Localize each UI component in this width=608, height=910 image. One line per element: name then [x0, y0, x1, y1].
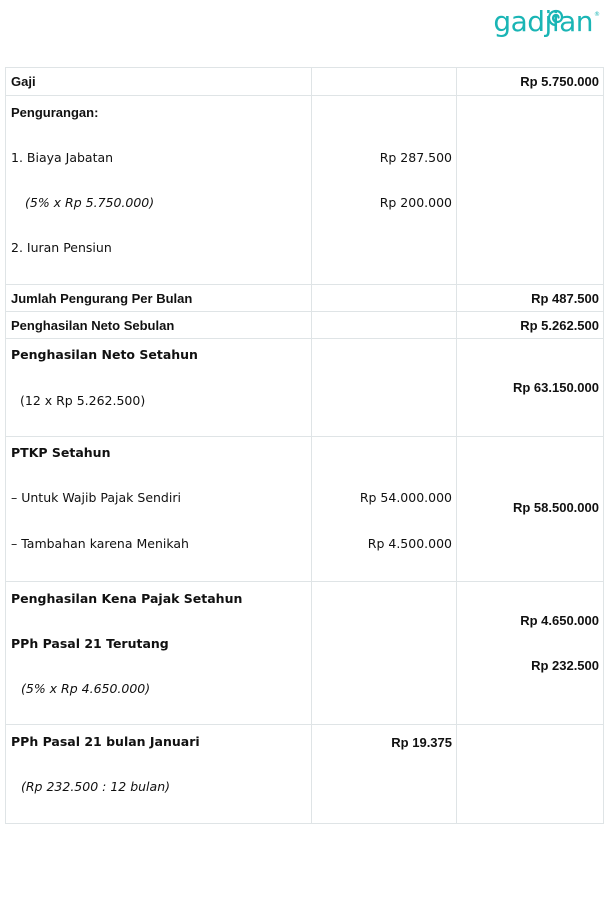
label-cell: [6, 339, 312, 437]
neto-setahun-label: Penghasilan Neto Setahun: [11, 347, 198, 362]
total-cell: [457, 96, 604, 285]
pkp-total: Rp 4.650.000: [520, 613, 599, 628]
pph-januari-amount: Rp 19.375: [391, 735, 452, 750]
table-row-ptkp: [6, 437, 604, 582]
biaya-jabatan-note-amount: Rp 200.000: [379, 195, 452, 210]
total-cell: [457, 437, 604, 582]
logo-registered-mark: ®: [594, 11, 600, 18]
table-row-pkp: [6, 582, 604, 725]
total-cell: [457, 312, 604, 339]
total-cell: [457, 725, 604, 824]
ptkp-menikah-label: – Tambahan karena Menikah: [11, 536, 189, 551]
biaya-jabatan-label: 1. Biaya Jabatan: [11, 150, 114, 165]
total-cell: [457, 582, 604, 725]
pengurangan-label: Pengurangan:: [11, 105, 99, 120]
amount-cell: [312, 68, 457, 96]
label-cell: [6, 312, 312, 339]
amount-cell: [312, 96, 457, 285]
table-row-neto-setahun: [6, 339, 604, 437]
gadjian-logo: [493, 5, 600, 38]
table-row-gaji: [6, 68, 604, 96]
total-cell: [457, 339, 604, 437]
total-cell: [457, 285, 604, 312]
label-cell: [6, 96, 312, 285]
neto-setahun-note: (12 x Rp 5.262.500): [20, 393, 146, 408]
biaya-jabatan-amount: Rp 287.500: [379, 150, 452, 165]
pph-terutang-note: (5% x Rp 4.650.000): [21, 681, 151, 696]
neto-sebulan-total: Rp 5.262.500: [520, 318, 599, 333]
total-cell: [457, 68, 604, 96]
pph-terutang-label: PPh Pasal 21 Terutang: [11, 636, 169, 651]
pph-januari-label: PPh Pasal 21 bulan Januari: [11, 734, 200, 749]
ptkp-sendiri-label: – Untuk Wajib Pajak Sendiri: [11, 490, 181, 505]
amount-cell: [312, 312, 457, 339]
ptkp-label: PTKP Setahun: [11, 445, 111, 460]
table-row-januari: [6, 725, 604, 824]
amount-cell: [312, 725, 457, 824]
gaji-total: Rp 5.750.000: [520, 74, 599, 89]
table-row-jumlah-pengurang: [6, 285, 604, 312]
logo-swirl-icon: [546, 8, 566, 28]
label-cell: [6, 68, 312, 96]
ptkp-menikah-amount: Rp 4.500.000: [367, 536, 452, 551]
gaji-label: Gaji: [11, 74, 36, 89]
pph-januari-note: (Rp 232.500 : 12 bulan): [21, 779, 170, 794]
label-cell: [6, 437, 312, 582]
neto-setahun-total: Rp 63.150.000: [512, 380, 599, 395]
amount-cell: [312, 339, 457, 437]
ptkp-total: Rp 58.500.000: [512, 500, 599, 515]
amount-cell: [312, 582, 457, 725]
jumlah-pengurang-total: Rp 487.500: [531, 291, 599, 306]
label-cell: [6, 725, 312, 824]
pph-terutang-total: Rp 232.500: [531, 658, 599, 673]
pkp-label: Penghasilan Kena Pajak Setahun: [11, 591, 243, 606]
logo-wordmark: gadjian: [493, 5, 593, 38]
table-row-pengurangan: [6, 96, 604, 285]
jumlah-pengurang-label: Jumlah Pengurang Per Bulan: [11, 291, 193, 306]
ptkp-sendiri-amount: Rp 54.000.000: [359, 490, 452, 505]
label-cell: [6, 582, 312, 725]
pph21-calculation-table: [5, 67, 604, 824]
amount-cell: [312, 285, 457, 312]
iuran-pensiun-label: 2. Iuran Pensiun: [11, 240, 112, 255]
label-cell: [6, 285, 312, 312]
biaya-jabatan-note: (5% x Rp 5.750.000): [25, 195, 155, 210]
table-row-neto-sebulan: [6, 312, 604, 339]
neto-sebulan-label: Penghasilan Neto Sebulan: [11, 318, 175, 333]
amount-cell: [312, 437, 457, 582]
